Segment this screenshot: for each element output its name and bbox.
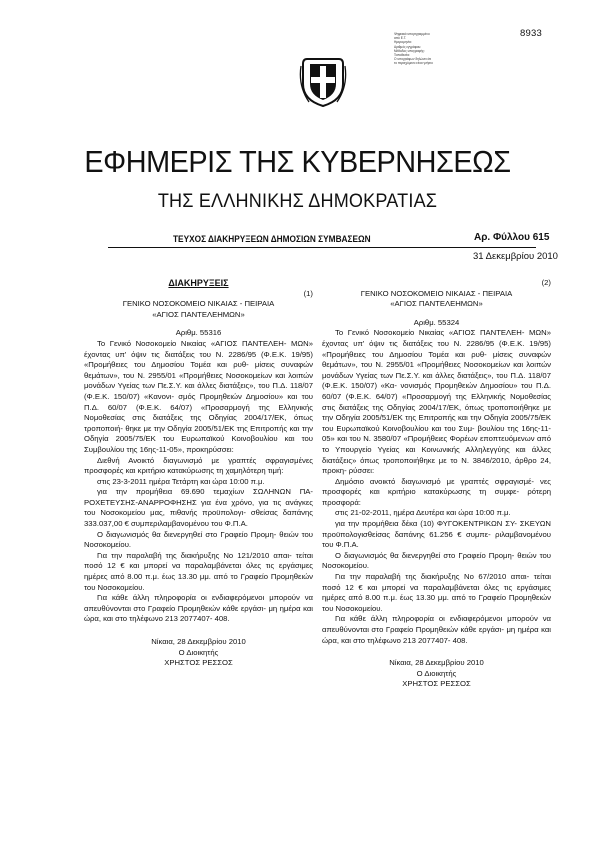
header-rule	[108, 247, 536, 248]
place-date: Νίκαια, 28 Δεκεμβρίου 2010	[389, 658, 484, 668]
body-paragraph: Για κάθε άλλη πληροφορία οι ενδιαφερόμενοι μπορούν να απευθύνονται στο Γραφείο Προμηθειών κάθε εργάσι- μη ημέρα και ώρα, και στο τηλέφωνο 213 2077407- 408.	[322, 614, 551, 645]
body-paragraph: Ο διαγωνισμός θα διενεργηθεί στο Γραφείο Προμη- θειών του Νοσοκομείου.	[84, 529, 313, 550]
body-paragraph: για την προμήθεια 69.690 τεμαχίων ΣΩΛΗΝΩΝ ΠΑ- ΡΟΧΕΤΕΥΣΗΣ-ΑΝΑΡΡΟΦΗΣΗΣ για ένα χρόνο, για τις ανάγκες του Νοσοκομείου μας, πιθανής προϋπολογι- σθείσας δαπάνης 333.037,00 € συμπεριλαμβανομένου του Φ.Π.Α.	[84, 487, 313, 529]
page-number: 8933	[520, 28, 542, 39]
protocol-number: Αριθμ. 55324	[413, 317, 460, 327]
gazette-subtitle: ΤΗΣ ΕΛΛΗΝΙΚΗΣ ΔΗΜΟΚΡΑΤΙΑΣ	[157, 191, 438, 212]
signer-name: ΧΡΗΣΤΟΣ ΡΕΣΣΟΣ	[402, 679, 471, 689]
body-paragraph: Το Γενικό Νοσοκομείο Νικαίας «ΑΓΙΟΣ ΠΑΝΤΕΛΕΗ- ΜΩΝ» έχοντας υπ' όψιν τις διατάξεις του Ν. 2286/95 (Φ.Ε.Κ. 19/95) «Προμήθειες του Δημοσίου Τομέα και ρυθ- μίσεις συναφών θεμάτων», του Ν. 2955/01 «Προμήθειες Νοσοκομείων και λοιπών μονάδων Υγείας των Πε.Σ.Υ. και άλλες διατάξεις», του Π.Δ. 118/07 (Φ.Ε.Κ. 150/07) «Κα- νονισμός Προμηθειών Δημοσίου» του Π.Δ. 60/07 (Φ.Ε.Κ. 64/07) «Προσαρμογή της Ελληνικής Νομοθεσίας στις διατάξεις της Οδηγίας 2004/17/ΕΚ, όπως τροποποιήθηκε με την Οδηγία 2005/51/ΕΚ της Επιτροπής και την Οδηγία 2005/75/ΕΚ του Ευρωπαϊκού Κοινοβουλίου και του Συμ- βουλίου της 16ης-11-05» και του Ν. 3580/07 «Προμήθειες Φορέων εποπτευόμενων από το Υπουργείο Υγείας και Κοινωνικής Αλληλεγγύης και άλλες διατάξεις» όπως τροποποιήθηκε με το Ν. 3846/2010, άρθρο 24, προκη- ρύσσει:	[322, 328, 551, 476]
signature-line: Τοποθεσία:	[394, 53, 410, 58]
signature-line: το περιεχόμενο είναι γνήσιο	[394, 61, 433, 66]
notice-number: (1)	[303, 288, 313, 298]
organization-name: ΓΕΝΙΚΟ ΝΟΣΟΚΟΜΕΙΟ ΝΙΚΑΙΑΣ - ΠΕΙΡΑΙΑ	[360, 288, 513, 298]
protocol-number: Αριθμ. 55316	[175, 328, 222, 338]
body-paragraph: Το Γενικό Νοσοκομείο Νικαίας «ΑΓΙΟΣ ΠΑΝΤΕΛΕΗ- ΜΩΝ» έχοντας υπ' όψιν τις διατάξεις του Ν. 2286/95 (Φ.Ε.Κ. 19/95) «Προμήθειες του Δημοσίου Τομέα και ρυθ- μίσεις συναφών θεμάτων», του Ν. 2955/01 «Προμήθειες Νοσοκομείων και λοιπών μονάδων Υγείας των Πε.Σ.Υ. και άλλες διατάξεις», του Π.Δ. 118/07 (Φ.Ε.Κ. 150/07) «Κανονι- σμός Προμηθειών Δημοσίου» και του Π.Δ. 60/07 (Φ.Ε.Κ. 64/07) «Προσαρμογή της Ελληνικής Νομοθεσίας στις διατάξεις της Οδηγίας 2004/17/ΕΚ, όπως τροποποιή- θηκε με την Οδηγία 2005/51/ΕΚ της Επιτροπής και την Οδηγία 2005/75/ΕΚ του Ευρωπαϊκού Κοινοβουλίου και του Συμβουλίου της 16ης-11-05», προκηρύσσει:	[84, 338, 313, 454]
issue-date: 31 Δεκεμβρίου 2010	[473, 251, 558, 262]
body-paragraph: Για την παραλαβή της διακήρυξης Νο 121/2010 απαι- τείται ποσό 12 € και μπορεί να παραλαμβάνεται όλες τις εργάσιμες ημέρες από 8.00 π.μ. έως 13.30 μμ. από το Γραφείο Προμηθειών του Νοσοκομείου.	[84, 550, 313, 592]
section-title: ΔΙΑΚΗΡΥΞΕΙΣ	[168, 278, 229, 288]
signature-line: Ψηφιακά υπογεγραμμένο	[394, 32, 430, 36]
gazette-title: ΕΦΗΜΕΡΙΣ ΤΗΣ ΚΥΒΕΡΝΗΣΕΩΣ	[84, 144, 511, 179]
place-date: Νίκαια, 28 Δεκεμβρίου 2010	[151, 637, 246, 646]
signature-line: Μέθοδος υπογραφής:	[394, 48, 425, 53]
signature-line: από Ε.Τ.	[394, 36, 407, 41]
sheet-number: Αρ. Φύλλου 615	[474, 232, 550, 243]
signature-line: Αριθμός εγγράφου:	[394, 44, 422, 49]
body-paragraph: Ο διαγωνισμός θα διενεργηθεί στο Γραφείο Προμη- θειών του Νοσοκομείου.	[322, 550, 551, 571]
body-paragraph: στις 21-02-2011, ημέρα Δευτέρα και ώρα 10:00 π.μ.	[335, 508, 511, 518]
right-column	[322, 278, 551, 690]
body-paragraph: Δημόσιο ανοικτό διαγωνισμό με γραπτές σφραγισμέ- νες προσφορές και κριτήριο κατακύρωσης τη συμφε- ρότερη προσφορά:	[322, 476, 551, 507]
signer-name: ΧΡΗΣΤΟΣ ΡΕΣΣΟΣ	[164, 658, 233, 668]
body-paragraph: Για κάθε άλλη πληροφορία οι ενδιαφερόμενοι μπορούν να απευθύνονται στο Γραφείο Προμηθειών κάθε εργάσι- μη ημέρα και ώρα, και στο τηλέφωνο 213 2077407- 408.	[84, 593, 313, 624]
organization-name: ΓΕΝΙΚΟ ΝΟΣΟΚΟΜΕΙΟ ΝΙΚΑΙΑΣ - ΠΕΙΡΑΙΑ	[122, 299, 275, 309]
organization-subname: «ΑΓΙΟΣ ΠΑΝΤΕΛΕΗΜΩΝ»	[152, 309, 245, 319]
body-paragraph: για την προμήθεια δέκα (10) ΦΥΓΟΚΕΝΤΡΙΚΩΝ ΣΥ- ΣΚΕΥΩΝ προϋπολογισθείσας δαπάνης 61.256 € συμπε- ριλαμβανομένου του Φ.Π.Α.	[322, 519, 551, 550]
organization-subname: «ΑΓΙΟΣ ΠΑΝΤΕΛΕΗΜΩΝ»	[390, 299, 483, 309]
digital-signature-stamp	[394, 32, 464, 66]
gazette-series: ΤΕΥΧΟΣ ΔΙΑΚΗΡΥΞΕΩΝ ΔΗΜΟΣΙΩΝ ΣΥΜΒΑΣΕΩΝ	[173, 234, 371, 244]
signer-role: Ο Διοικητής	[416, 668, 457, 678]
left-column	[84, 278, 313, 669]
signer-role: Ο Διοικητής	[178, 647, 219, 657]
body-paragraph: στις 23-3-2011 ημέρα Τετάρτη και ώρα 10:00 π.μ.	[97, 476, 265, 486]
body-paragraph: Διεθνή Ανοικτό διαγωνισμό με γραπτές σφραγισμένες προσφορές και κριτήριο κατακύρωσης τη χαμηλότερη τιμή:	[84, 455, 313, 476]
notice-number: (2)	[541, 278, 551, 287]
signature-line: Ο υπογράφων δηλώνει ότι	[394, 57, 432, 62]
body-paragraph: Για την παραλαβή της διακήρυξης Νο 67/2010 απαι- τείται ποσό 12 € και μπορεί να παραλαμβάνεται όλες τις εργάσιμες ημέρες από 8.00 π.μ. έως 13.30 μμ. από το Γραφείο Προμηθειών του Νοσοκομείου.	[322, 572, 551, 613]
signature-line: Ημερομηνία:	[394, 40, 412, 45]
greek-coat-of-arms-icon	[299, 56, 347, 108]
